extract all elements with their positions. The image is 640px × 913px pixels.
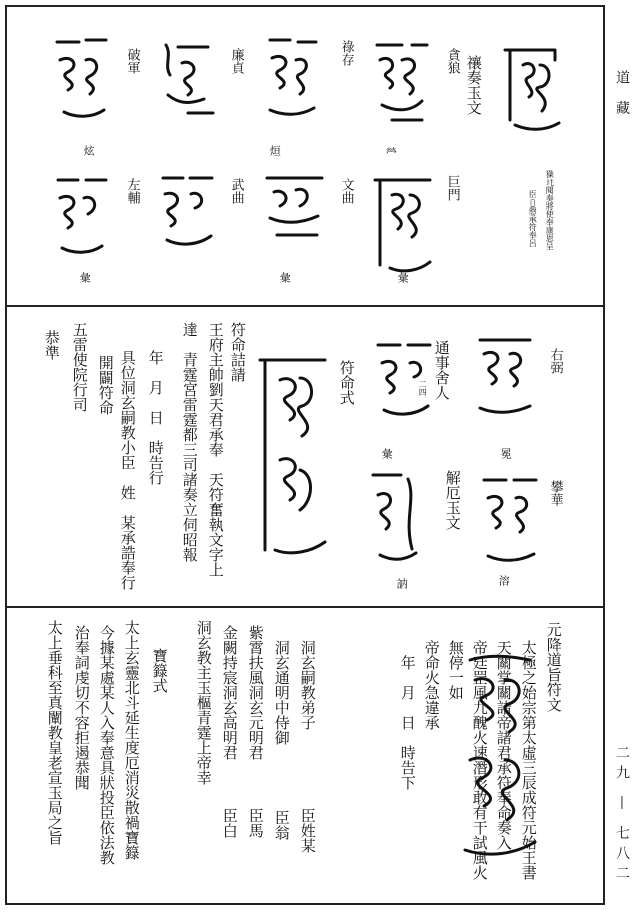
page-number: 二九 — 七八二 <box>614 745 630 886</box>
panel3-para4: 太上垂科至真闡教皇老宣玉局之旨 <box>45 620 64 845</box>
panel2-col2-top: 符命式 <box>337 360 356 405</box>
panel1-note2: 臣𣭥𢡱承符奉呂 <box>528 190 538 247</box>
panel2-col-label-sub: 二四 <box>418 380 428 396</box>
panel3-para1: 太上玄靈北斗延生度厄消災散禍寶籙 <box>122 620 141 860</box>
talisman-glyph <box>495 30 565 145</box>
panel3-date: 年 月 日 時告下 <box>398 655 417 790</box>
panel2-col-label-top: 通事舍人 <box>432 340 451 400</box>
panel2-left-sub: 開闢符命 <box>96 355 115 415</box>
panel2-left-bot: 恭準 <box>42 330 61 360</box>
panel-divider-1 <box>5 305 605 307</box>
panel2-col-sub-bot: 溶 <box>497 575 511 586</box>
panel1-col2-sub: 𤇾 <box>384 145 398 156</box>
panel1-col4-bot: 𢑥 <box>78 272 92 283</box>
panel2-main-heading: 符命詰請 <box>228 322 247 382</box>
panel3-col1: 太極之始宗第太虛三辰成符元始王書 <box>519 640 538 880</box>
talisman-glyph <box>370 170 435 280</box>
panel1-col2-bot: 𢑥 <box>396 272 410 283</box>
panel3-sig6: 臣馬 <box>246 808 265 838</box>
talisman-glyph <box>155 170 220 260</box>
panel3-sig3: 洞玄通明中侍御 <box>272 640 291 745</box>
panel1-col1-label-mid: 巨門 <box>444 175 460 201</box>
panel1-col4-label-top: 破軍 <box>124 48 140 74</box>
panel2-col2-bot2: 訥 <box>395 578 409 589</box>
panel1-col2-label-mid: 文曲 <box>338 178 354 204</box>
margin-title: 道 藏 <box>614 70 630 121</box>
panel3-para2: 今據某處某人入奉意具狀投臣依法教 <box>97 625 116 865</box>
talisman-glyph <box>158 35 218 130</box>
talisman-glyph <box>470 330 540 430</box>
panel1-note: 𤢖𡉒閱奏將使奉康恩呈 <box>545 170 555 250</box>
talisman-glyph <box>372 35 432 130</box>
panel3-col2: 天關掌關諸帝諸君承符奉命奏入 <box>494 640 513 850</box>
panel3-sig9: 洞玄教主玉樞青霆上帝幸 <box>194 620 213 785</box>
panel1-col4-sub: 炫 <box>82 145 96 156</box>
panel1-col2-label-top: 祿存 <box>338 40 354 66</box>
panel2-main-line1: 王府主帥劉天君承奉 天符奮執文字上 <box>206 322 225 577</box>
panel1-col3-sub: 烜 <box>268 145 282 156</box>
talisman-glyph <box>430 640 550 870</box>
panel2-col-sub-top: 冕 <box>499 448 513 459</box>
panel3-para3: 治奉詞虔切不容拒遏恭聞 <box>72 625 91 790</box>
panel1-col3-label-mid: 武曲 <box>228 178 244 204</box>
panel3-col3: 帝廷罡風九醜火速潛形敢有干試風火 <box>470 640 489 880</box>
panel3-sig4: 臣翁 <box>272 810 291 840</box>
panel3-sub-heading: 寶籙式 <box>150 648 169 693</box>
talisman-glyph <box>478 470 543 570</box>
panel2-sign-line: 具位洞玄嗣教小臣 姓 某承誥奉行 <box>118 350 137 590</box>
talisman-glyph <box>372 335 437 425</box>
panel2-right-label-bot: 攀華 <box>547 480 563 506</box>
panel1-col1-title: 禳奏玉文 <box>464 55 483 115</box>
panel3-sig7: 金闕持宸洞玄高明君 <box>220 625 239 760</box>
panel3-col5: 帝命火急違承 <box>422 640 441 730</box>
panel2-left-heading: 五雷使院行司 <box>70 322 89 412</box>
panel-divider-2 <box>5 606 605 608</box>
talisman-glyph <box>52 170 112 265</box>
panel3-col4: 無停一如 <box>446 640 465 700</box>
panel1-col3-bot: 𢑥 <box>278 272 292 283</box>
panel3-sig8: 臣白 <box>220 808 239 838</box>
panel3-sig2: 臣姓某 <box>298 808 317 853</box>
panel3-heading: 元降道旨符文 <box>544 622 563 712</box>
panel2-col2-bot: 𢑥 <box>380 448 394 459</box>
talisman-glyph <box>368 465 438 575</box>
panel1-col4-label-mid: 左輔 <box>124 178 140 204</box>
panel1-col1-label-top: 貪狼 <box>444 48 460 74</box>
talisman-glyph <box>255 350 330 560</box>
panel1-col3-label-top: 廉貞 <box>228 48 244 74</box>
panel3-sig1: 洞玄嗣教弟子 <box>298 640 317 730</box>
talisman-glyph <box>52 30 112 130</box>
panel3-sig5: 紫霄扶風洞玄元明君 <box>246 625 265 760</box>
panel2-main-line2: 達 青霆宮雷霆都三司諸奏立伺昭報 <box>180 322 199 562</box>
panel2-date-line: 年 月 日 時告行 <box>146 350 165 485</box>
talisman-glyph <box>262 30 322 130</box>
panel2-right-label-top: 右弼 <box>547 348 563 374</box>
panel2-col-title: 解厄玉文 <box>443 470 462 530</box>
talisman-glyph <box>262 170 327 250</box>
